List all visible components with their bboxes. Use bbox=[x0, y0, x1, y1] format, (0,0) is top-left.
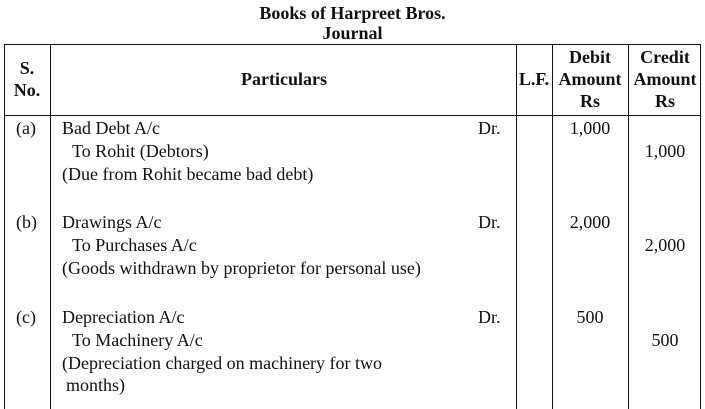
entry-credit-amount: 1,000 bbox=[644, 141, 686, 161]
header-debit-line1: Debit bbox=[569, 47, 611, 67]
entry-debit-account: Drawings A/c bbox=[62, 212, 162, 232]
entry-narration: (Goods withdrawn by proprietor for personal use) bbox=[62, 258, 421, 278]
entry-sno: (b) bbox=[16, 212, 37, 232]
entry-debit-account: Bad Debt A/c bbox=[62, 118, 160, 138]
column-divider-particulars bbox=[516, 44, 517, 409]
entry-sno: (a) bbox=[16, 118, 36, 138]
header-sno-line2: No. bbox=[13, 80, 41, 100]
column-divider-sno bbox=[50, 44, 51, 409]
header-lf: L.F. bbox=[518, 69, 550, 89]
entry-credit-account: To Machinery A/c bbox=[72, 330, 203, 350]
header-credit-amount bbox=[628, 46, 702, 112]
header-credit-line3: Rs bbox=[654, 91, 675, 111]
entry-narration: (Due from Rohit became bad debt) bbox=[62, 164, 314, 184]
header-credit-line1: Credit bbox=[640, 47, 690, 67]
entry-dr-label: Dr. bbox=[478, 307, 501, 327]
entry-debit-amount: 1,000 bbox=[569, 118, 611, 138]
entry-narration-line2: months) bbox=[66, 375, 126, 395]
entry-sno: (c) bbox=[16, 307, 36, 327]
header-sno-line1: S. bbox=[19, 58, 35, 78]
entry-dr-label: Dr. bbox=[478, 212, 501, 232]
entry-debit-account: Depreciation A/c bbox=[62, 307, 185, 327]
entry-dr-label: Dr. bbox=[478, 118, 501, 138]
header-debit-line2: Amount bbox=[558, 69, 622, 89]
entry-debit-amount: 500 bbox=[576, 307, 604, 327]
entry-debit-amount: 2,000 bbox=[569, 212, 611, 232]
header-divider bbox=[4, 115, 701, 116]
entry-credit-amount: 500 bbox=[651, 330, 679, 350]
entry-credit-amount: 2,000 bbox=[644, 235, 686, 255]
entry-narration-line1: (Depreciation charged on machinery for two bbox=[62, 353, 383, 373]
header-particulars: Particulars bbox=[241, 69, 327, 89]
header-debit-amount bbox=[552, 46, 628, 112]
header-sno bbox=[4, 57, 50, 101]
header-debit-line3: Rs bbox=[579, 91, 600, 111]
entry-credit-account: To Rohit (Debtors) bbox=[72, 141, 209, 161]
book-title: Books of Harpreet Bros. bbox=[259, 3, 446, 23]
journal-title: Journal bbox=[322, 23, 383, 43]
header-credit-line2: Amount bbox=[633, 69, 697, 89]
entry-credit-account: To Purchases A/c bbox=[72, 235, 197, 255]
